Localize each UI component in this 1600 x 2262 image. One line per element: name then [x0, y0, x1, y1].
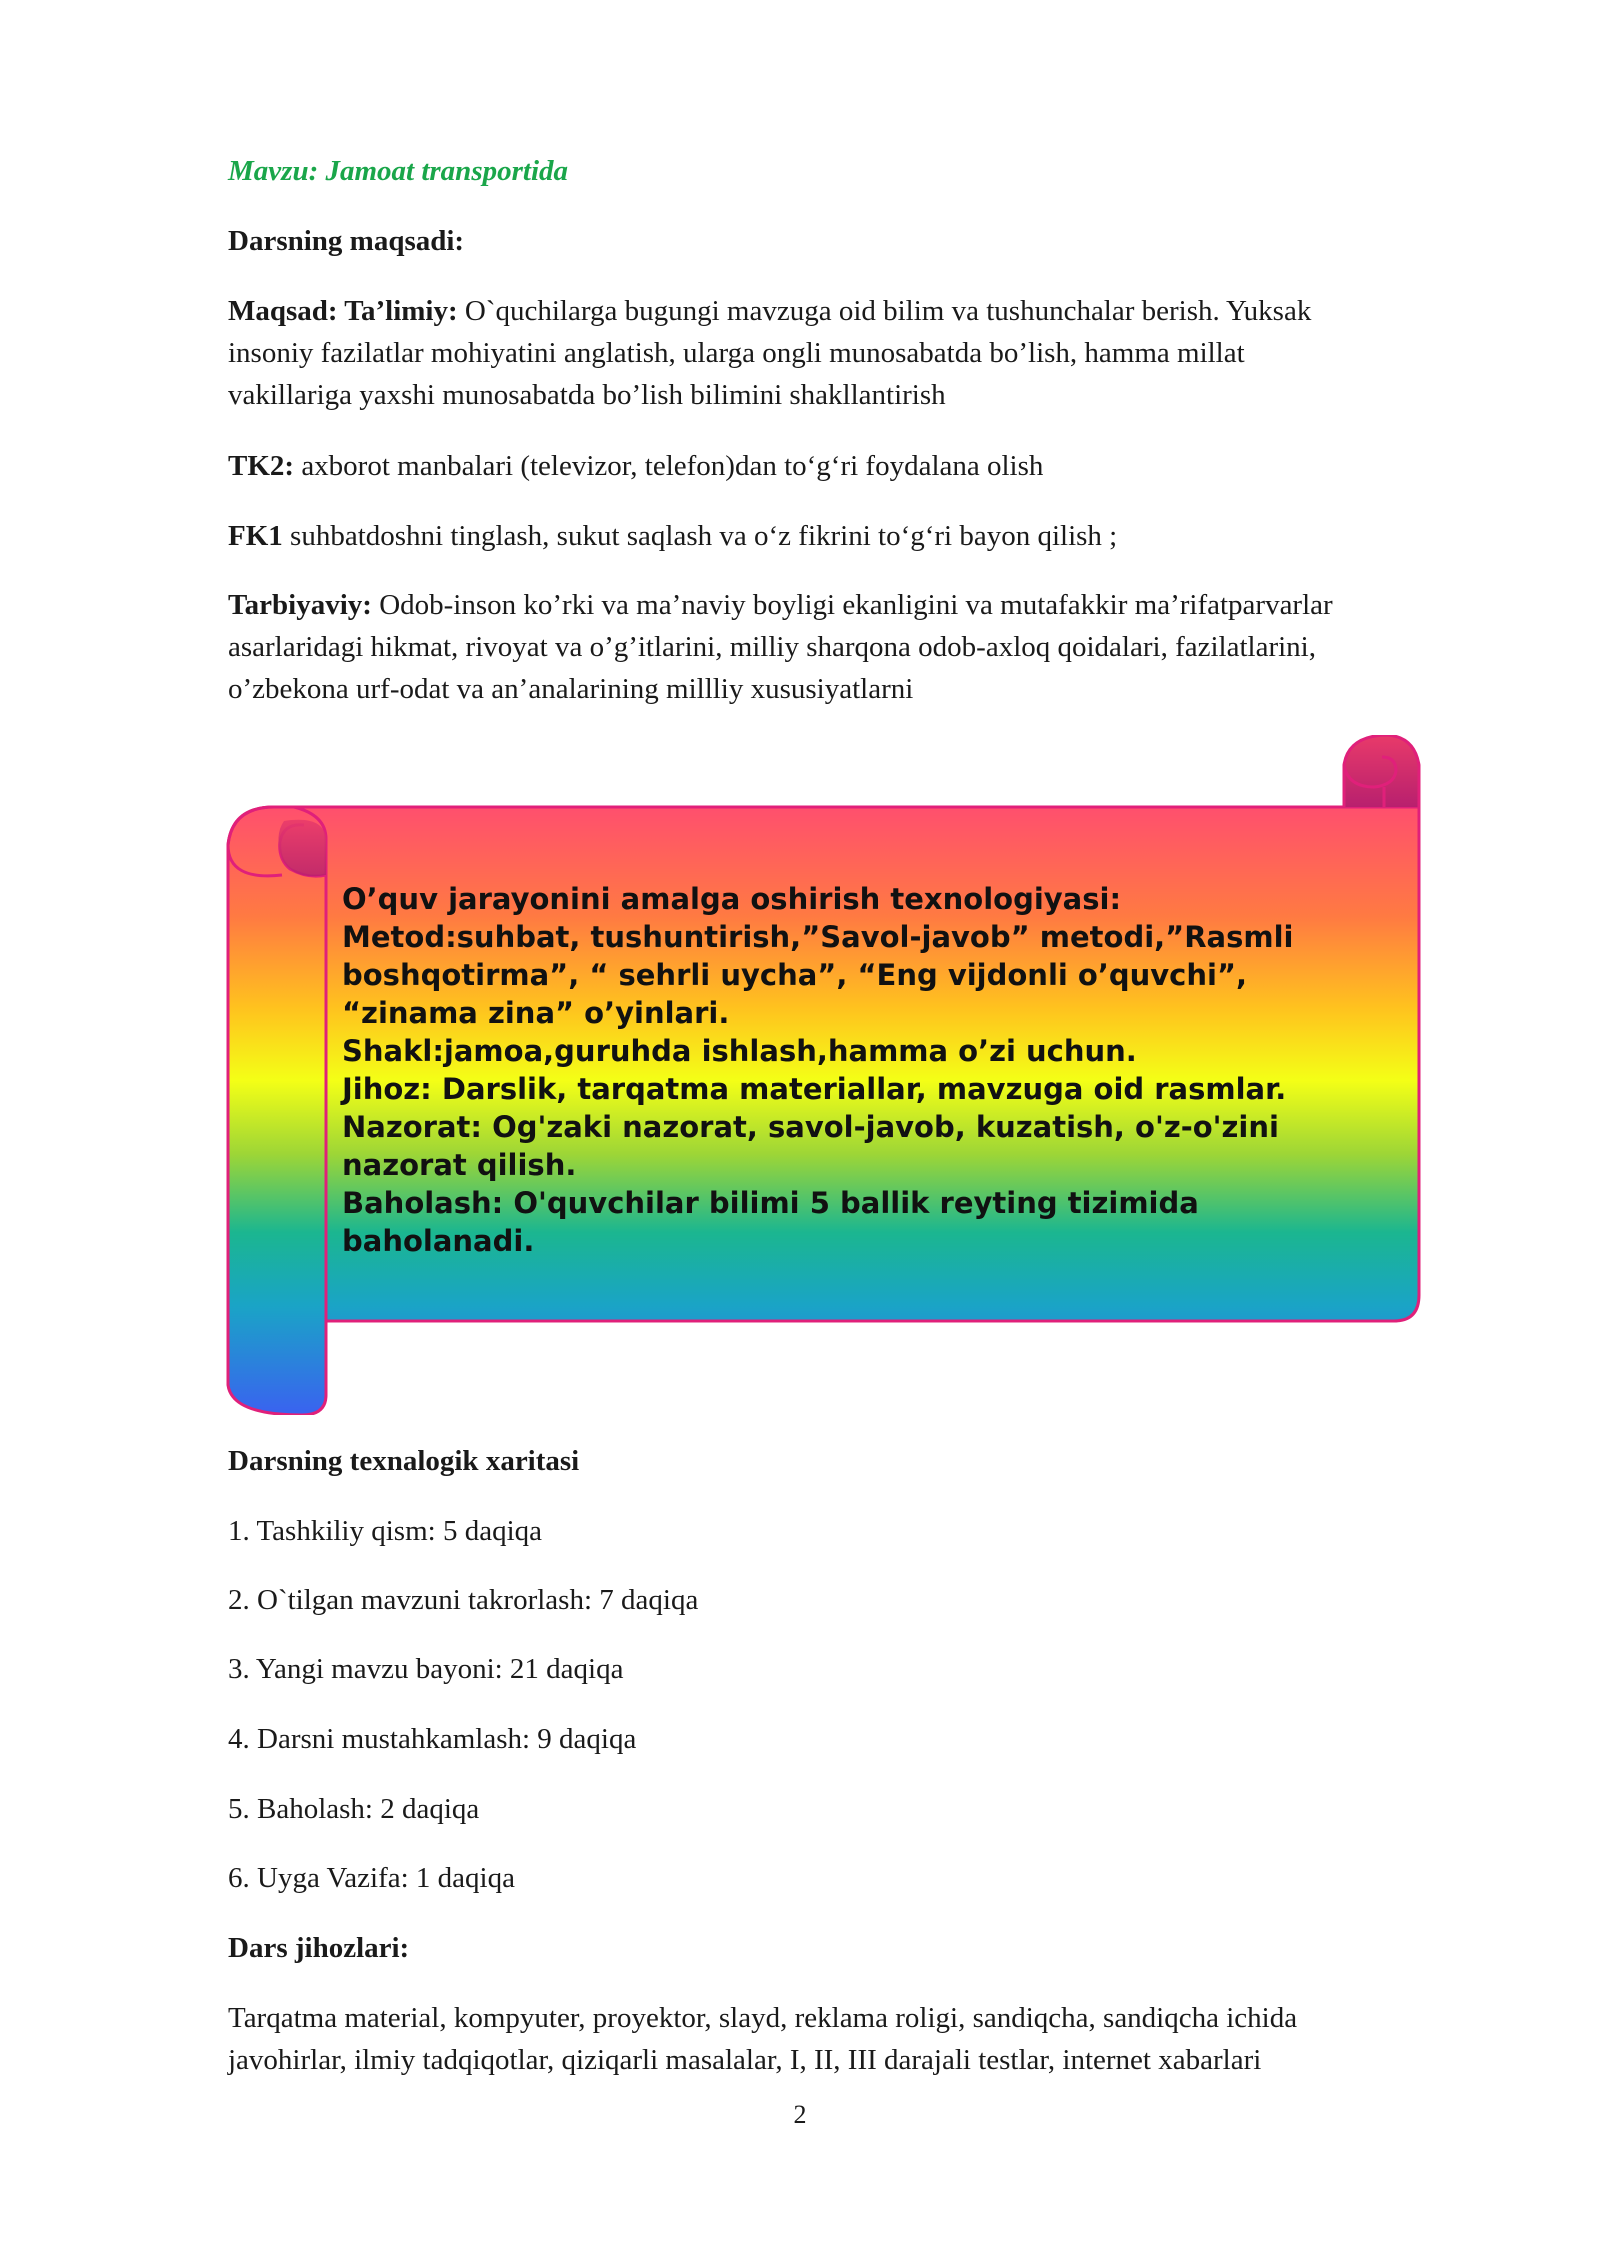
scroll-line: Metod:suhbat, tushuntirish,”Savol-javob” metodi,”Rasmli	[342, 920, 1294, 954]
equipment-text-1: Tarqatma material, kompyuter, proyektor, slayd, reklama roligi, sandiqcha, sandiqcha ichida	[228, 2002, 1298, 2034]
fk1-text: suhbatdoshni tinglash, sukut saqlash va o‘z fikrini to‘g‘ri bayon qilish ;	[282, 520, 1118, 552]
equipment-text-2: javohirlar, ilmiy tadqiqotlar, qiziqarli masalalar, I, II, III darajali testlar, internet xabarlari	[228, 2044, 1262, 2076]
scroll-line: nazorat qilish.	[342, 1148, 577, 1182]
equipment-paragraph	[228, 1997, 1448, 2081]
scroll-line: boshqotirma”, “ sehrli uycha”, “Eng vijdonli o’quvchi”,	[342, 958, 1248, 992]
scroll-line: “zinama zina” o’yinlari.	[342, 996, 730, 1030]
maqsad-paragraph	[228, 290, 1448, 416]
maqsad-text-3: vakillariga yaxshi munosabatda bo’lish bilimini shakllantirish	[228, 379, 946, 411]
maqsad-text-2: insoniy fazilatlar mohiyatini anglatish, ularga ongli munosabatda bo’lish, hamma millat	[228, 337, 1245, 369]
maqsad-label: Maqsad: Ta’limiy:	[228, 295, 458, 327]
tarbiyaviy-paragraph	[228, 584, 1448, 710]
goal-heading: Darsning maqsadi:	[228, 225, 465, 257]
tk2-paragraph	[228, 445, 1448, 487]
maqsad-text-1: O`quchilarga bugungi mavzuga oid bilim va tushunchalar berish. Yuksak	[457, 295, 1312, 327]
fk1-paragraph	[228, 515, 1448, 557]
tarbiyaviy-text-1: Odob-inson ko’rki va ma’naviy boyligi ekanligini va mutafakkir ma’rifatparvarlar	[371, 589, 1333, 621]
scroll-text	[342, 880, 1392, 1260]
equipment-heading: Dars jihozlari:	[228, 1932, 410, 1964]
tarbiyaviy-text-3: o’zbekona urf-odat va an’analarining millliy xususiyatlarni	[228, 673, 914, 705]
tarbiyaviy-label: Tarbiyaviy:	[228, 589, 372, 621]
scroll-line: O’quv jarayonini amalga oshirish texnologiyasi:	[342, 882, 1122, 916]
right-curl	[1344, 735, 1419, 807]
scroll-line: baholanadi.	[342, 1224, 535, 1258]
tk2-text: axborot manbalari (televizor, telefon)dan to‘g‘ri foydalana olish	[294, 450, 1044, 482]
map-item: 3. Yangi mavzu bayoni: 21 daqiqa	[228, 1653, 624, 1685]
page-number: 2	[793, 2100, 807, 2129]
map-heading: Darsning texnalogik xaritasi	[228, 1445, 580, 1477]
map-item: 2. O`tilgan mavzuni takrorlash: 7 daqiqa	[228, 1584, 699, 1616]
scroll-line: Baholash: O'quvchilar bilimi 5 ballik reyting tizimida	[342, 1186, 1199, 1220]
map-item: 1. Tashkiliy qism: 5 daqiqa	[228, 1515, 543, 1547]
tarbiyaviy-text-2: asarlaridagi hikmat, rivoyat va o’g’itlarini, milliy sharqona odob-axloq qoidalari, fazilatlarini,	[228, 631, 1316, 663]
fk1-label: FK1	[228, 520, 283, 552]
scroll-line: Nazorat: Og'zaki nazorat, savol-javob, kuzatish, o'z-o'zini	[342, 1110, 1279, 1144]
map-item: 5. Baholash: 2 daqiqa	[228, 1793, 480, 1825]
map-item: 6. Uyga Vazifa: 1 daqiqa	[228, 1862, 515, 1894]
scroll-line: Jihoz: Darslik, tarqatma materiallar, mavzuga oid rasmlar.	[342, 1072, 1287, 1106]
map-item: 4. Darsni mustahkamlash: 9 daqiqa	[228, 1723, 637, 1755]
scroll-line: Shakl:jamoa,guruhda ishlash,hamma o’zi uchun.	[342, 1034, 1137, 1068]
lesson-title: Mavzu: Jamoat transportida	[228, 155, 568, 187]
tk2-label: TK2:	[228, 450, 295, 482]
